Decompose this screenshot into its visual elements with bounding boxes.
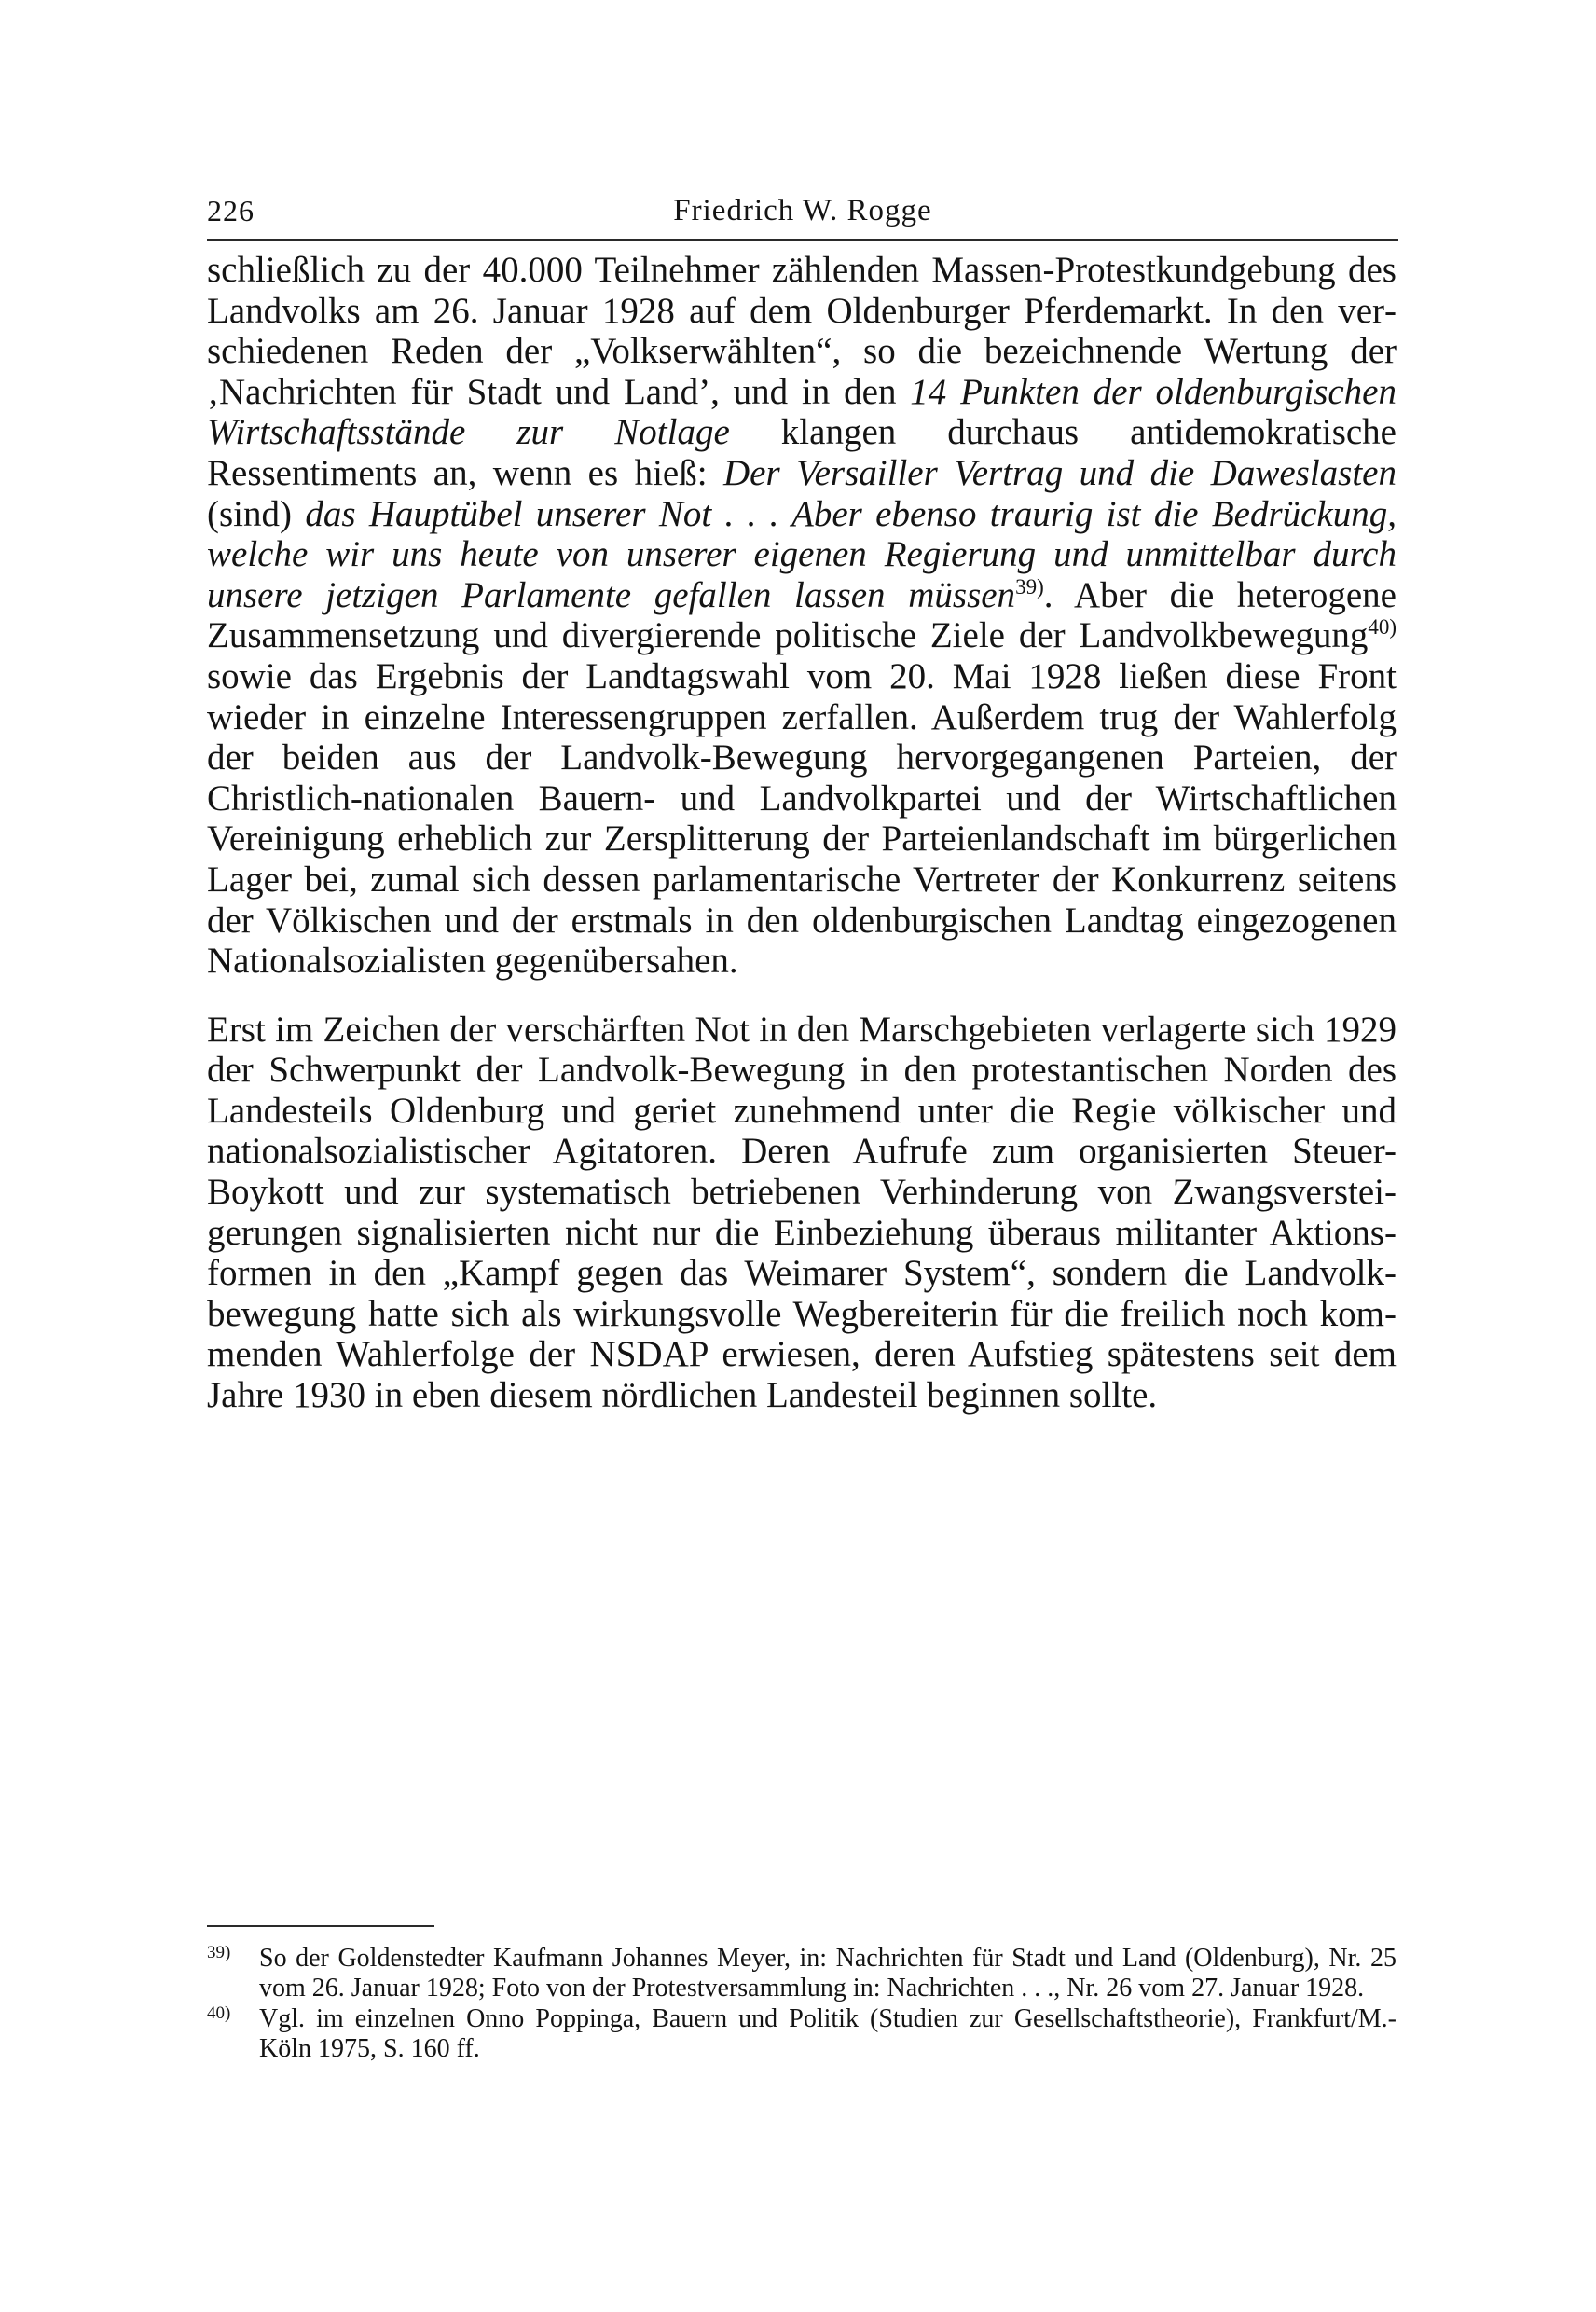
paragraph-1-text-3: (sind) [207,493,306,534]
footnote-marker-39: 39) [207,1943,231,1962]
footnote-40 [207,2004,1396,2063]
running-head-author: Friedrich W. Rogge [673,194,932,227]
paragraph-1-italic-1: 14 Punkten der oldenburgischen Wirtschaftsstände zur Notlage [207,371,1396,453]
paragraph-1-text-5: sowie das Ergebnis der Landtagswahl vom 20. Mai 1928 ließen diese Front wieder in einzelne Interessengruppen zerfallen. Außerdem trug der Wahlerfolg der beiden aus der Landvolk-Bewegung hervorgegangenen Parteien, der Christlich-nationalen Bauern- und Landvolkpartei und der Wirtschaftlichen Vereinigung erheblich zur Zersplitterung der Parteienlandschaft im bürgerlichen Lager bei, zumal sich dessen parlamentarische Vertreter der Konkurrenz seitens der Völkischen und der erstmals in den oldenburgischen Landtag eingezogenen Nationalsozialisten gegenübersahen. [207,655,1396,982]
body-text [207,250,1396,1416]
footnote-text-39: So der Goldenstedter Kaufmann Johannes Meyer, in: Nachrichten für Stadt und Land (Oldenburg), Nr. 25 vom 26. Januar 1928; Foto von der Protestversammlung in: Nachrichten . . ., Nr. 26 vom 27. Januar 1928. [259,1944,1396,2002]
paragraph-1-italic-2: Der Versailler Vertrag und die Daweslasten [723,452,1396,493]
footnote-text-40: Vgl. im einzelnen Onno Poppinga, Bauern und Politik (Studien zur Gesellschaftstheorie), Frankfurt/M.-Köln 1975, S. 160 ff. [259,2004,1396,2063]
footnote-39 [207,1944,1396,2002]
footnote-marker-40: 40) [207,2003,231,2023]
paragraph-1-text-1: schließlich zu der 40.000 Teilnehmer zählenden Massen-Protestkundgebung des Landvolks am 26. Januar 1928 auf dem Oldenburger Pferdemarkt. In den verschiedenen Reden der „Volkserwählten“, so die bezeichnende Wertung der ‚Nachrichten für Stadt und Land’, und in den [207,250,1396,412]
paragraph-1 [207,250,1396,982]
page-number: 226 [207,194,255,227]
footnotes [207,1944,1396,2063]
footnote-divider [207,1925,434,1927]
paragraph-1-italic-3: das Hauptübel unserer Not . . . Aber ebenso traurig ist die Bedrückung, welche wir uns heute von unserer eigenen Regierung und unmittelbar durch unsere jetzigen Parlamente gefallen lassen müssen [207,493,1396,615]
paragraph-1-text-2: klangen durchaus antidemokratische Ressentiments an, wenn es hieß: [207,412,1396,493]
page-header [207,190,1398,241]
footnote-ref-39: 39) [1015,574,1044,599]
paragraph-2: Erst im Zeichen der verschärften Not in den Marschgebieten verlagerte sich 1929 der Schwerpunkt der Landvolk-Bewegung in den protestantischen Norden des Landesteils Oldenburg und geriet zunehmend unter die Regie völkischer und nationalsozialistischer Agitatoren. Deren Aufrufe zum organisierten Steuer-Boykott und zur systematisch betriebenen Verhinderung von Zwangsversteigerungen signalisierten nicht nur die Einbeziehung überaus militanter Aktionsformen in den „Kampf gegen das Weimarer System“, sondern die Landvolkbewegung hatte sich als wirkungsvolle Wegbereiterin für die freilich noch kommenden Wahlerfolge der NSDAP erwiesen, deren Aufstieg spätestens seit dem Jahre 1930 in eben diesem nördlichen Landesteil beginnen sollte. [207,1009,1396,1416]
paragraph-1-text-4: . Aber die heterogene Zusammensetzung und divergierende politische Ziele der Landvolkbewegung [207,574,1396,656]
footnote-ref-40: 40) [1368,615,1396,640]
